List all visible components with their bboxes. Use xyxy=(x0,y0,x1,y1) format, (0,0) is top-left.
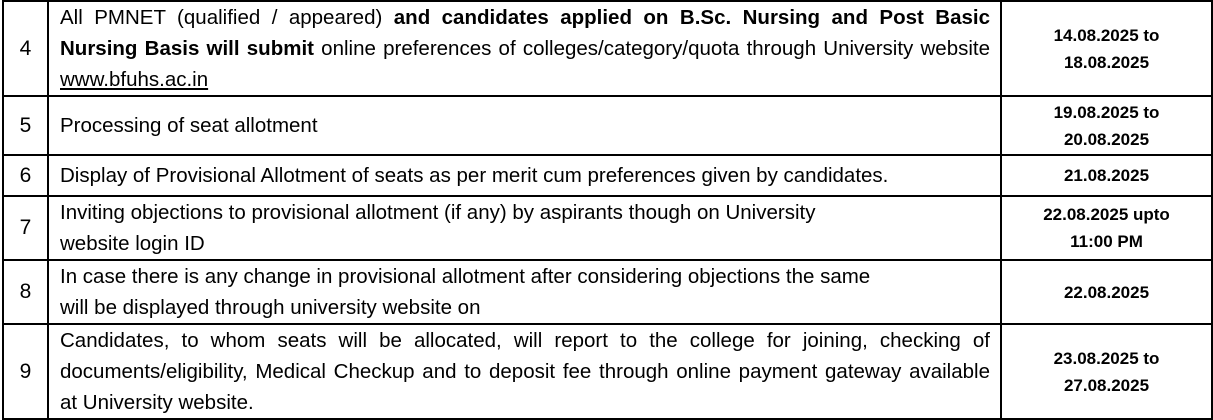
description-line: will be displayed through university website on xyxy=(60,296,481,319)
table-row xyxy=(3,96,1212,155)
schedule-table xyxy=(2,0,1213,420)
description-text: All PMNET (qualified / appeared) xyxy=(60,6,394,29)
table-row xyxy=(3,324,1212,419)
description-text: online preferences of colleges/category/quota through University website xyxy=(313,37,990,60)
row-description xyxy=(48,196,1001,260)
row-number: 6 xyxy=(3,155,48,196)
row-description: Processing of seat allotment xyxy=(48,96,1001,155)
date-line: 20.08.2025 xyxy=(1063,129,1150,149)
row-description xyxy=(48,1,1001,96)
row-number: 8 xyxy=(3,260,48,324)
row-description: Candidates, to whom seats will be allocated, will report to the college for joining, checking of documents/eligibility, Medical Checkup and to deposit fee through online payment gateway available at University website. xyxy=(48,324,1001,419)
date-line: 14.08.2025 to xyxy=(1053,25,1160,45)
university-website-link[interactable]: www.bfuhs.ac.in xyxy=(60,68,209,91)
date-line: 27.08.2025 xyxy=(1063,375,1150,395)
date-line: 11:00 PM xyxy=(1070,232,1143,251)
description-line: In case there is any change in provisional allotment after considering objections the same xyxy=(60,265,871,288)
description-bold-text: and candidates applied on B.Sc. Nursing and Post Basic Nursing Basis will submit xyxy=(60,6,990,60)
row-date xyxy=(1001,96,1212,155)
date-line: 23.08.2025 to xyxy=(1053,348,1160,368)
row-date xyxy=(1001,155,1212,196)
table-row xyxy=(3,155,1212,196)
description-line: Inviting objections to provisional allotment (if any) by aspirants though on University xyxy=(60,201,816,224)
row-number: 7 xyxy=(3,196,48,260)
table-row xyxy=(3,196,1212,260)
row-number: 5 xyxy=(3,96,48,155)
row-number: 4 xyxy=(3,1,48,96)
date-line: 19.08.2025 to xyxy=(1053,102,1160,122)
row-date xyxy=(1001,324,1212,419)
date-line: 22.08.2025 upto xyxy=(1043,205,1170,224)
row-date xyxy=(1001,260,1212,324)
row-date xyxy=(1001,1,1212,96)
date-line: 21.08.2025 xyxy=(1063,166,1150,185)
row-number: 9 xyxy=(3,324,48,419)
table-row xyxy=(3,1,1212,96)
row-date xyxy=(1001,196,1212,260)
row-description xyxy=(48,260,1001,324)
date-line: 18.08.2025 xyxy=(1063,52,1150,72)
description-line: website login ID xyxy=(60,232,205,255)
row-description: Display of Provisional Allotment of seats as per merit cum preferences given by candidates. xyxy=(48,155,1001,196)
date-line: 22.08.2025 xyxy=(1063,282,1150,302)
table-row xyxy=(3,260,1212,324)
